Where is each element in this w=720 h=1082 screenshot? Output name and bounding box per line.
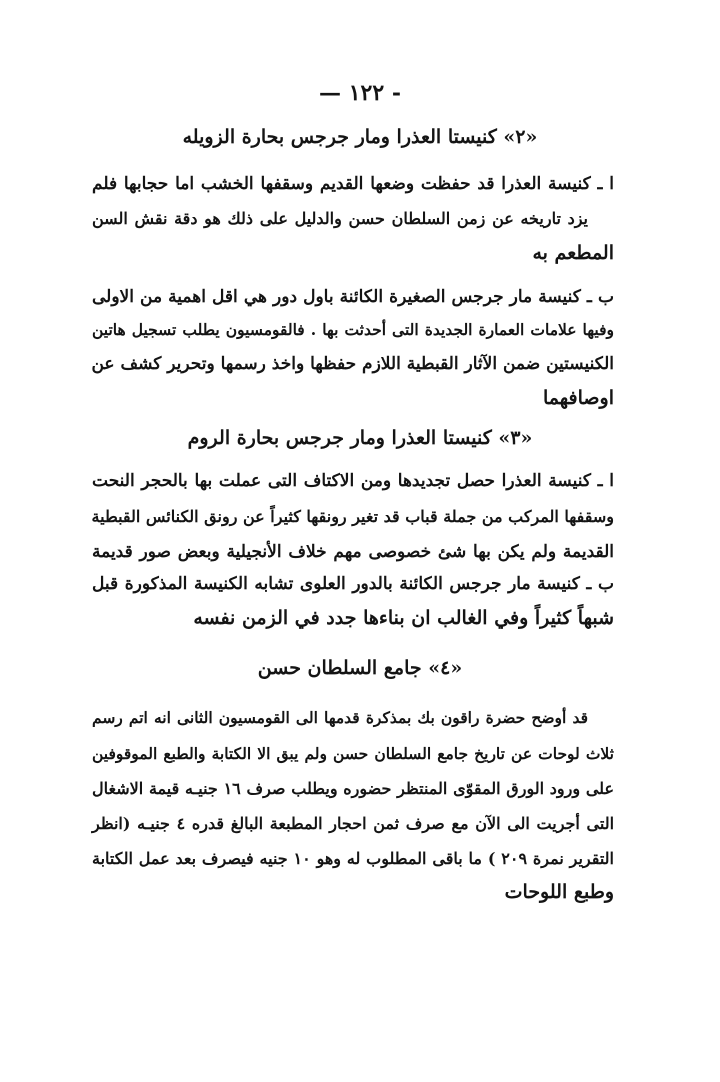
text-line: ثلاث لوحات عن تاريخ جامع السلطان حسن ولم يبق الا الكتابة والطبع الموقوفين — [92, 744, 614, 763]
text-line: التى أجريت الى الآن مع صرف ثمن احجار المطبعة البالغ قدره ٤ جنيـه (انظر — [92, 814, 615, 833]
text-line: ب ـ كنيسة مار جرجس الصغيرة الكائنة باول دور هي اقل اهمية من الاولى — [92, 287, 614, 307]
text-line: وفيها علامات العمارة الجديدة التى أحدثت بها . فالقومسيون يطلب تسجيل هاتين — [92, 320, 614, 339]
text-line: اوصافهما — [543, 387, 614, 409]
text-line: القديمة ولم يكن بها شئ خصوصى مهم خلاف الأنجيلية وبعض صور قديمة — [92, 542, 614, 562]
text-line: ا ـ كنيسة العذرا قد حفظت وضعها القديم وسقفها الخشب اما حجابها فلم — [92, 174, 614, 194]
text-line: ب ـ كنيسة مار جرجس الكائنة بالدور العلوى تشابه الكنيسة المذكورة قبل — [92, 574, 614, 594]
section-heading: «٤» جامع السلطان حسن — [257, 657, 463, 679]
text-line: شبهاً كثيراً وفي الغالب ان بناءها جدد في الزمن نفسه — [193, 607, 614, 629]
text-line: قد أوضح حضرة راقون بك بمذكرة قدمها الى القومسيون الثانى انه اتم رسم — [92, 708, 588, 727]
text-line: وسقفها المركب من جملة قباب قد تغير رونقها كثيراً عن رونق الكنائس القبطية — [91, 507, 614, 526]
text-line: ا ـ كنيسة العذرا حصل تجديدها ومن الاكتاف التى عملت بها بالحجر النحت — [92, 471, 614, 491]
text-line: على ورود الورق المقوّى المنتظر حضوره ويطلب صرف ١٦ جنيـه قيمة الاشغال — [92, 779, 615, 798]
text-line: الكنيستين ضمن الآثار القبطية اللازم حفظها واخذ رسمها وتحرير كشف عن — [91, 354, 614, 374]
section-heading: «٣» كنيستا العذرا ومار جرجس بحارة الروم — [187, 427, 533, 449]
page-number: — ١٢٢ - — [319, 80, 401, 106]
section-heading: «٢» كنيستا العذرا ومار جرجس بحارة الزويله — [182, 126, 538, 148]
text-line: وطبع اللوحات — [504, 881, 614, 903]
text-line: يزد تاريخه عن زمن السلطان حسن والدليل على ذلك هو دقة نقش السن — [92, 209, 588, 228]
text-line: التقرير نمرة ٢٠٩ ) ما باقى المطلوب له وهو ١٠ جنيه فيصرف بعد عمل الكتابة — [92, 849, 615, 868]
text-line: المطعم به — [532, 242, 614, 264]
